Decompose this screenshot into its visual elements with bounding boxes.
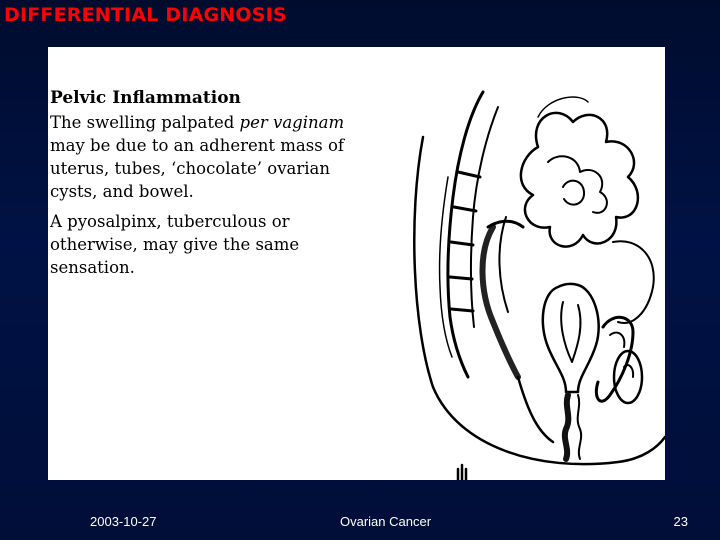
figure-text [50,87,370,286]
paragraph-1-start: The swelling palpated [50,113,240,132]
figure-heading: Pelvic Inflammation [50,88,241,108]
slide-title: DIFFERENTIAL DIAGNOSIS [4,4,287,26]
slide-number: 23 [673,514,688,529]
figure-panel [48,47,665,480]
paragraph-1-italic: per vaginam [239,113,345,132]
paragraph-1-end: may be due to an adherent mass of uterus, tubes, ‘chocolate’ ovarian cysts, and bowel. [50,136,344,201]
pelvic-anatomy-illustration [388,77,665,480]
footer-topic: Ovarian Cancer [340,514,432,529]
figure-paragraph-2: A pyosalpinx, tuberculous or otherwise, may give the same sensation. [50,212,300,277]
figure-paragraph-1 [50,111,370,203]
footer-date: 2003-10-27 [90,514,157,529]
